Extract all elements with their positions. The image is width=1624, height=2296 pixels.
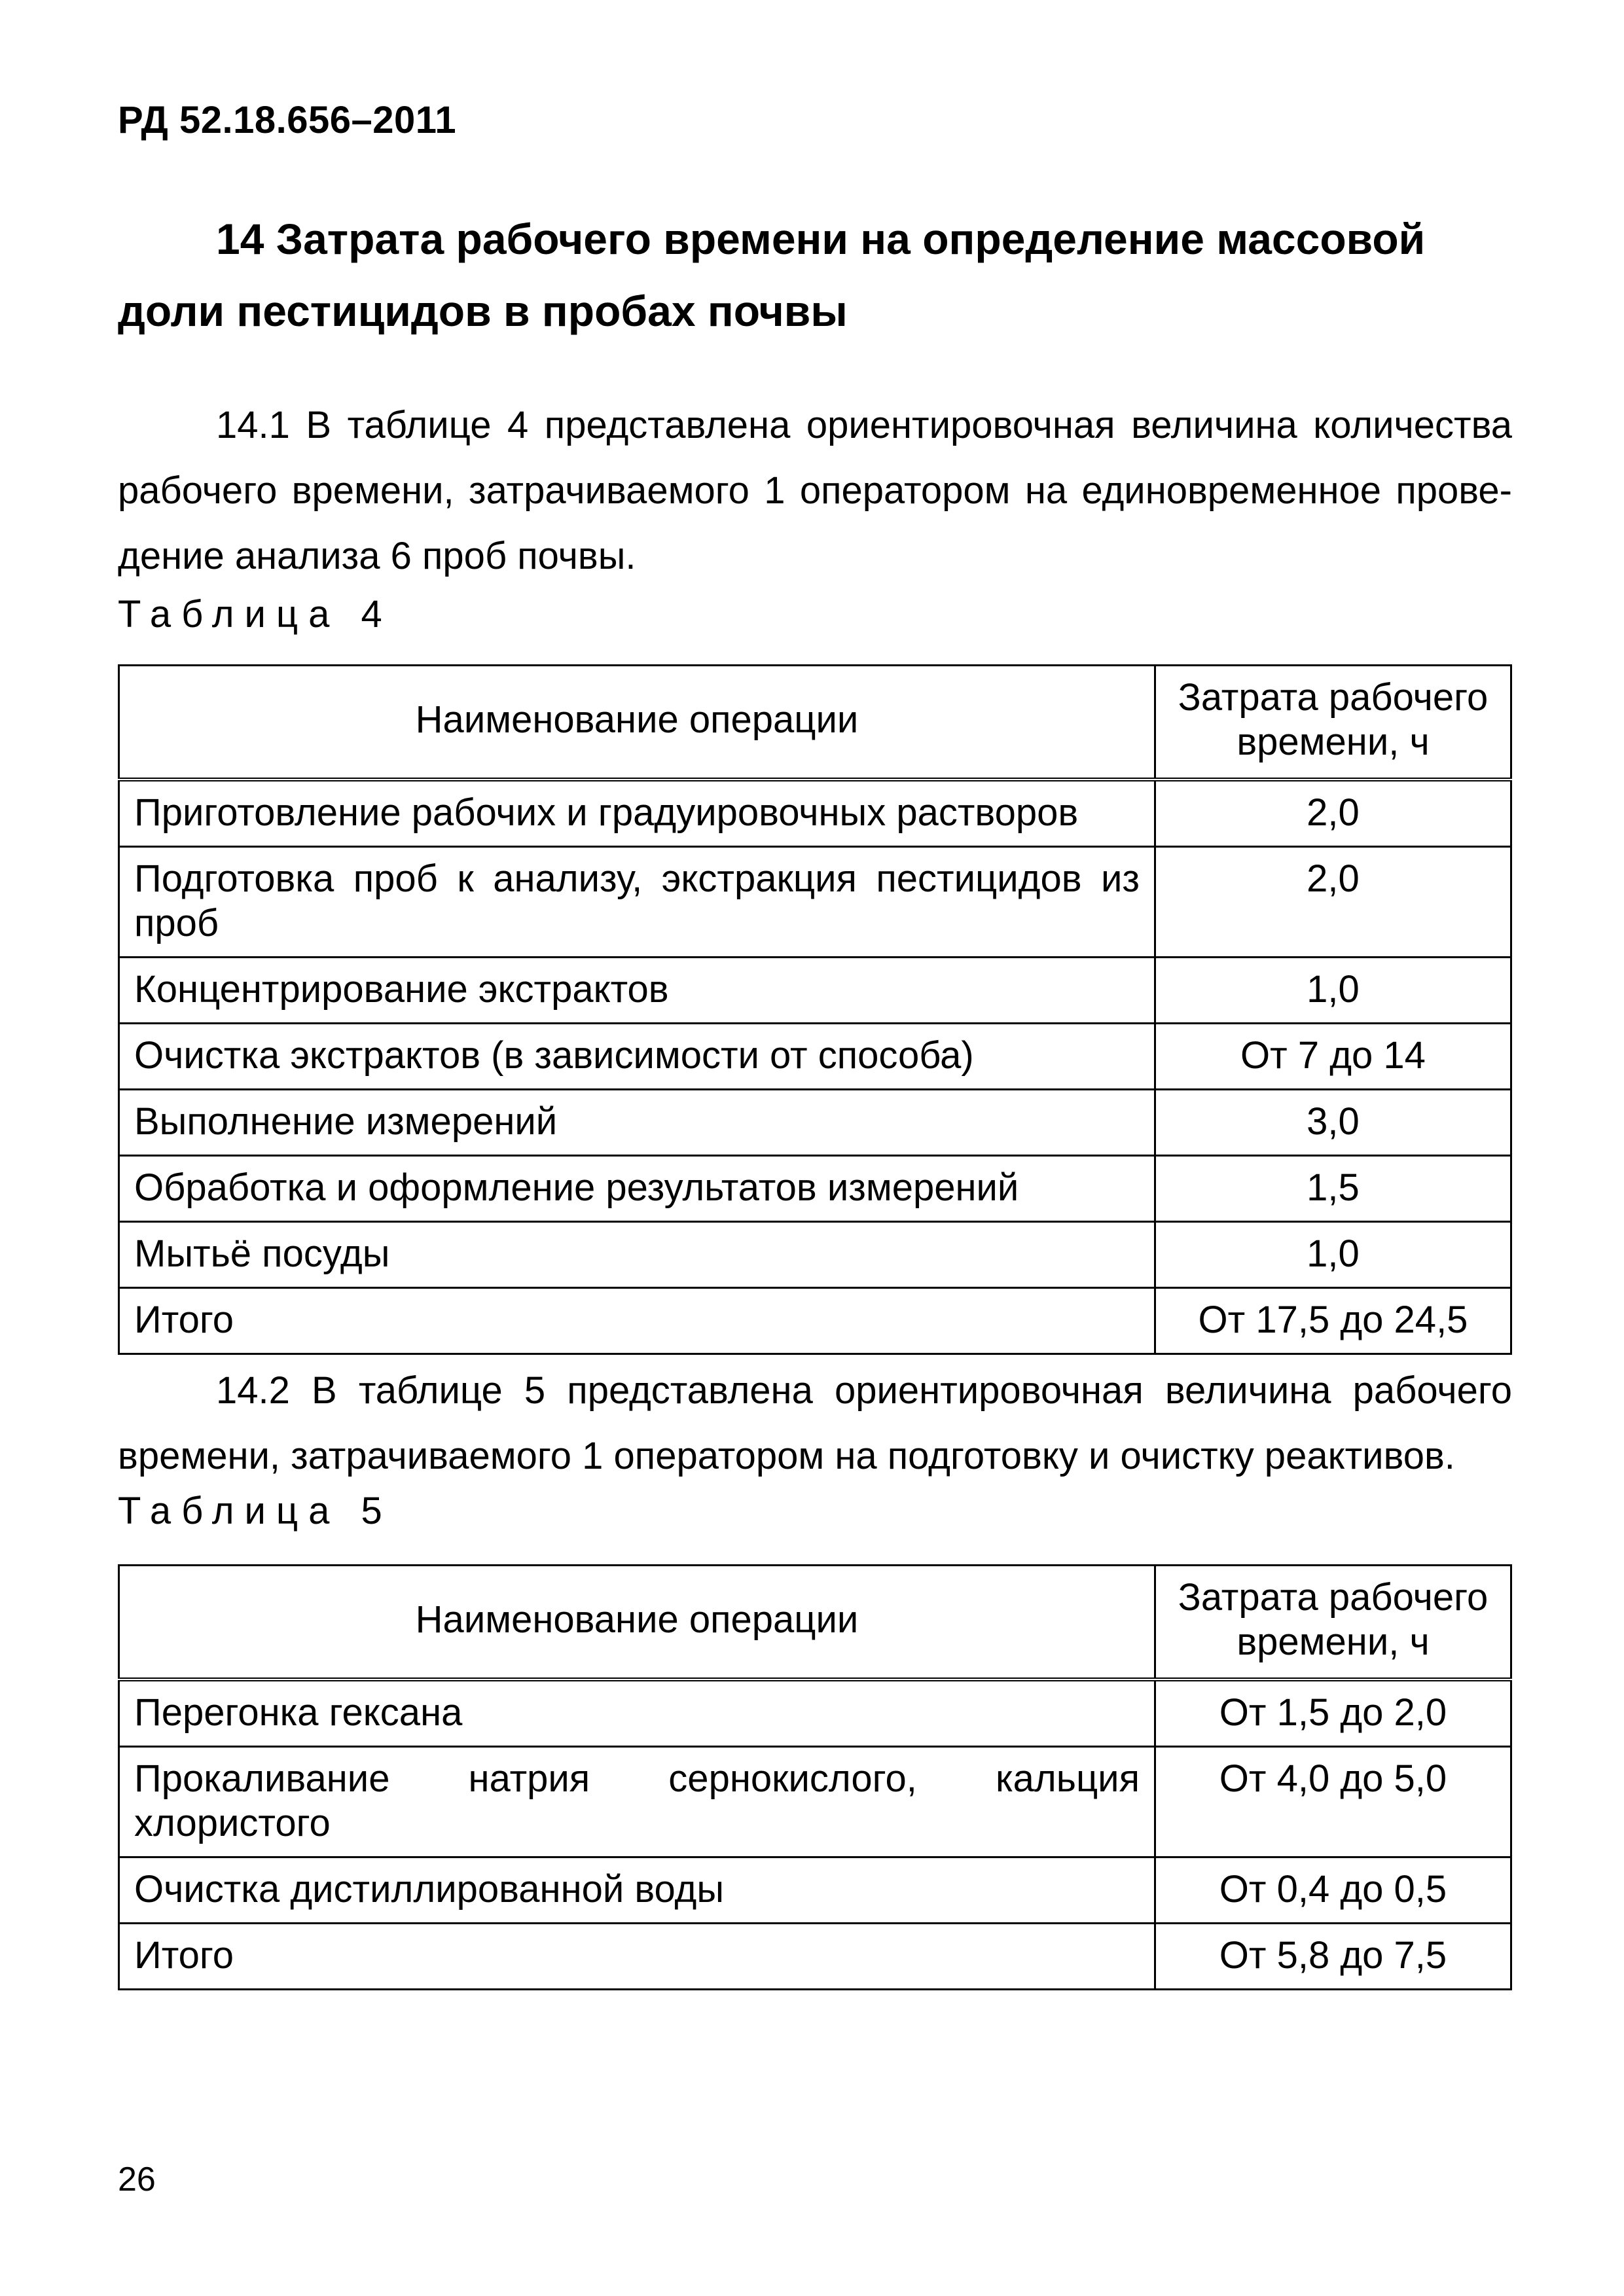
operation-name: Прокаливание натрия сернокислого, кальция хлористого bbox=[119, 1747, 1155, 1857]
table-row bbox=[119, 1857, 1511, 1924]
table-row bbox=[119, 1222, 1511, 1288]
table-4 bbox=[118, 664, 1512, 1355]
operation-name: Очистка экстрактов (в зависимости от способа) bbox=[119, 1024, 1155, 1090]
table-total-row bbox=[119, 1924, 1511, 1990]
table-row bbox=[119, 1679, 1511, 1747]
table-row bbox=[119, 1156, 1511, 1222]
column-header-operation: Наименование операции bbox=[119, 666, 1155, 780]
column-header-time: Затрата рабочего времени, ч bbox=[1155, 666, 1511, 780]
paragraph-14-1: 14.1 В таблице 4 представлена ориентировочная величина количества рабочего времени, затрачиваемого 1 оператором на единовременное прове-дение анализа 6 проб почвы. bbox=[118, 404, 1512, 577]
total-label: Итого bbox=[119, 1924, 1155, 1990]
operation-name: Подготовка проб к анализу, экстракция пестицидов из проб bbox=[119, 847, 1155, 958]
operation-name: Выполнение измерений bbox=[119, 1090, 1155, 1156]
operation-name: Приготовление рабочих и градуировочных растворов bbox=[119, 780, 1155, 847]
operation-name: Обработка и оформление результатов измерений bbox=[119, 1156, 1155, 1222]
section-title-line2: доли пестицидов в пробах почвы bbox=[118, 287, 848, 335]
operation-name: Перегонка гексана bbox=[119, 1679, 1155, 1747]
operation-name: Концентрирование экстрактов bbox=[119, 958, 1155, 1024]
operation-time: 2,0 bbox=[1155, 847, 1511, 958]
operation-time: От 7 до 14 bbox=[1155, 1024, 1511, 1090]
table-header-row bbox=[119, 1566, 1511, 1680]
table-5 bbox=[118, 1564, 1512, 1990]
operation-time: 1,0 bbox=[1155, 958, 1511, 1024]
total-label: Итого bbox=[119, 1288, 1155, 1354]
operation-name: Мытьё посуды bbox=[119, 1222, 1155, 1288]
table-total-row bbox=[119, 1288, 1511, 1354]
operation-time: От 0,4 до 0,5 bbox=[1155, 1857, 1511, 1924]
table5-caption: Таблица 5 bbox=[118, 1490, 393, 1532]
total-time: От 5,8 до 7,5 bbox=[1155, 1924, 1511, 1990]
document-code: РД 52.18.656–2011 bbox=[118, 99, 457, 141]
paragraph-14-2: 14.2 В таблице 5 представлена ориентировочная величина рабочего времени, затрачиваемого 1 оператором на подготовку и очистку реактивов. bbox=[118, 1369, 1512, 1477]
table-row bbox=[119, 958, 1511, 1024]
operation-time: От 4,0 до 5,0 bbox=[1155, 1747, 1511, 1857]
operation-time: 2,0 bbox=[1155, 780, 1511, 847]
table-row bbox=[119, 847, 1511, 958]
operation-time: 1,5 bbox=[1155, 1156, 1511, 1222]
operation-time: 1,0 bbox=[1155, 1222, 1511, 1288]
table4-caption: Таблица 4 bbox=[118, 593, 393, 636]
column-header-operation: Наименование операции bbox=[119, 1566, 1155, 1680]
table-row bbox=[119, 1024, 1511, 1090]
column-header-time: Затрата рабочего времени, ч bbox=[1155, 1566, 1511, 1680]
section-title bbox=[118, 203, 1512, 347]
table-row bbox=[119, 780, 1511, 847]
operation-time: 3,0 bbox=[1155, 1090, 1511, 1156]
total-time: От 17,5 до 24,5 bbox=[1155, 1288, 1511, 1354]
table-header-row bbox=[119, 666, 1511, 780]
table-row bbox=[119, 1090, 1511, 1156]
operation-name: Очистка дистиллированной воды bbox=[119, 1857, 1155, 1924]
page-number: 26 bbox=[118, 2161, 156, 2198]
operation-time: От 1,5 до 2,0 bbox=[1155, 1679, 1511, 1747]
table-row bbox=[119, 1747, 1511, 1857]
section-title-line1: 14 Затрата рабочего времени на определение массовой bbox=[216, 215, 1426, 263]
